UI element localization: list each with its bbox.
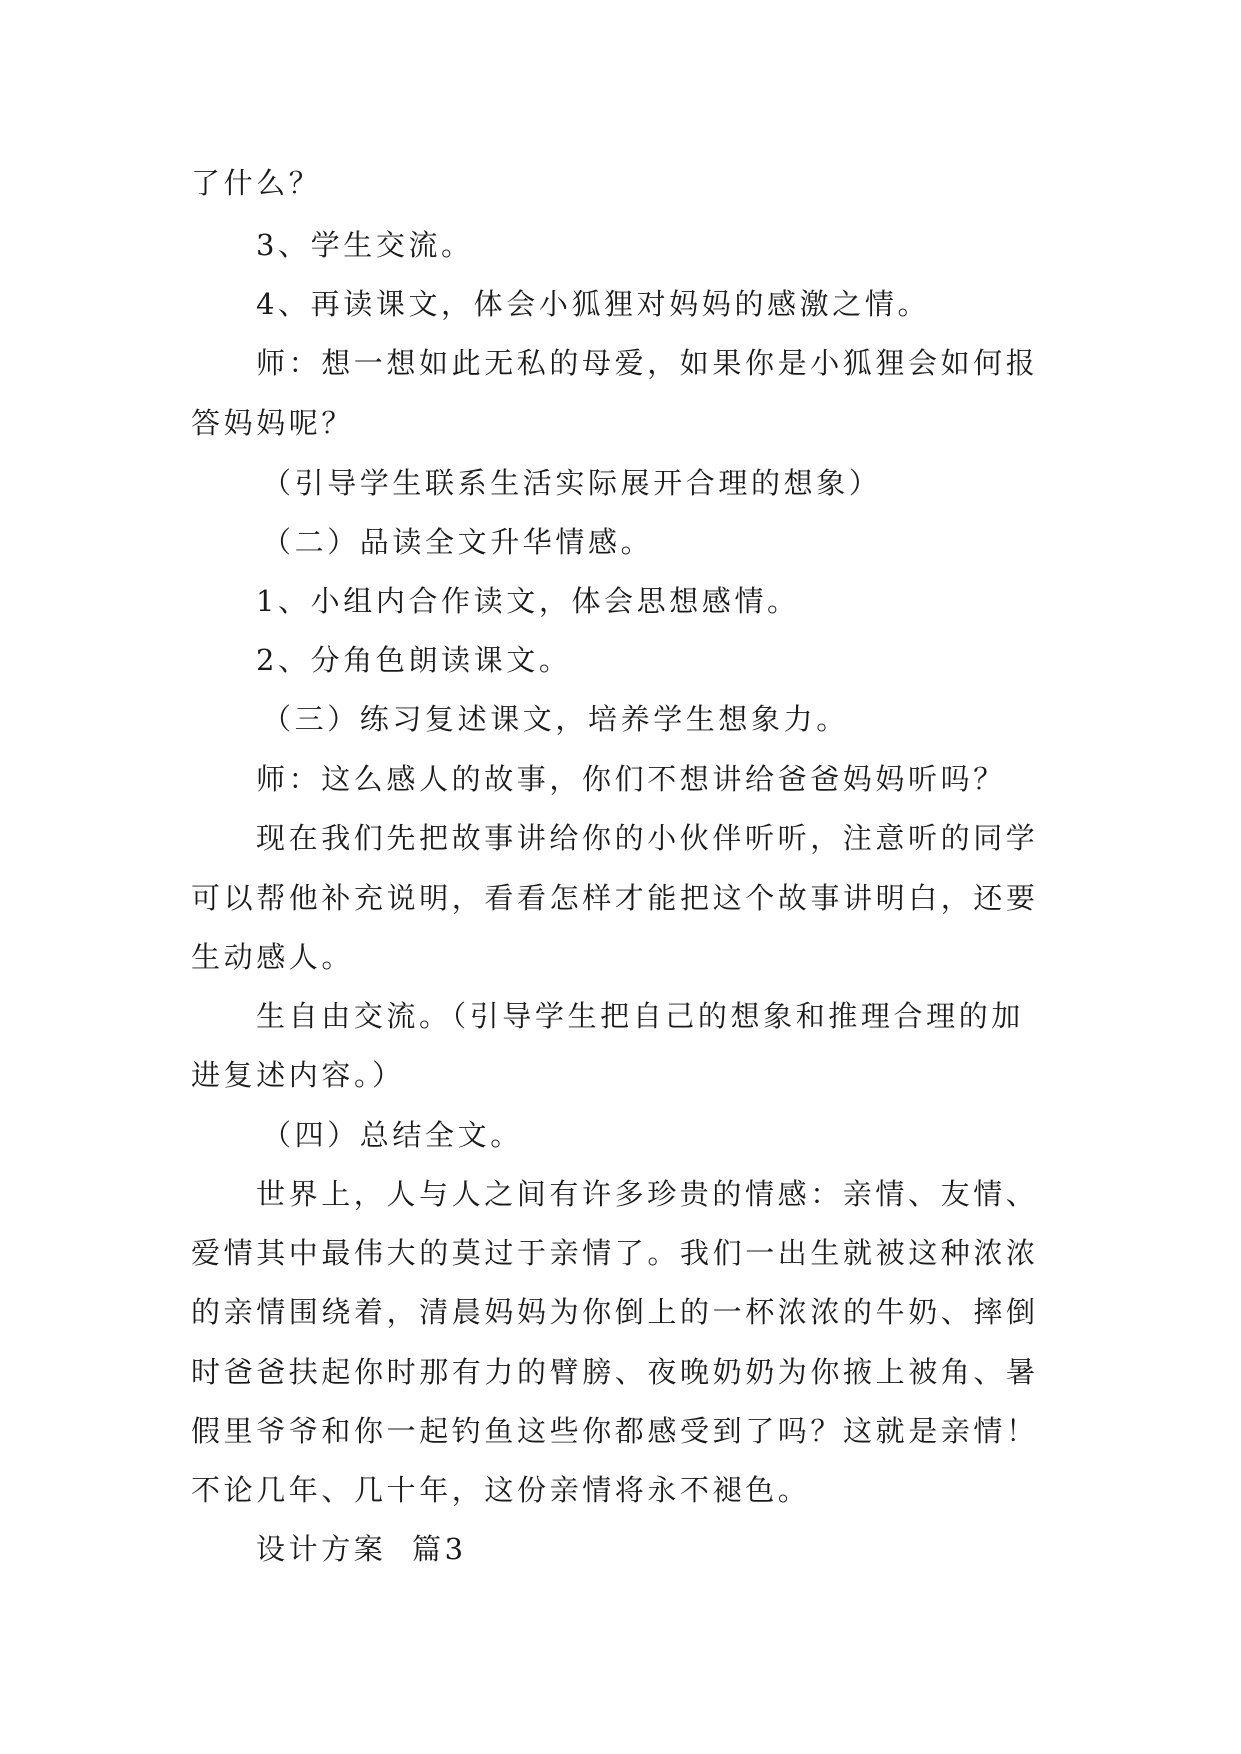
text-line-2: 3、学生交流。	[256, 228, 474, 262]
text-line-14: 生动感人。	[191, 940, 355, 974]
text-line-13: 可以帮他补充说明，看看怎样才能把这个故事讲明白，还要	[191, 881, 1039, 915]
text-line-17: （四）总结全文。	[262, 1118, 523, 1152]
text-line-21: 时爸爸扶起你时那有力的臂膀、夜晚奶奶为你掖上被角、暑	[191, 1355, 1039, 1389]
text-line-4: 师：想一想如此无私的母爱，如果你是小狐狸会如何报	[256, 346, 1039, 380]
text-line-15: 生自由交流。（引导学生把自己的想象和推理合理的加	[256, 999, 1024, 1033]
text-line-23: 不论几年、几十年，这份亲情将永不褪色。	[191, 1473, 811, 1507]
section-heading: 设计方案 篇3	[256, 1532, 467, 1566]
text-line-12: 现在我们先把故事讲给你的小伙伴听听，注意听的同学	[256, 821, 1039, 855]
text-line-8: 1、小组内合作读文，体会思想感情。	[256, 584, 800, 618]
text-line-19: 爱情其中最伟大的莫过于亲情了。我们一出生就被这种浓浓	[191, 1236, 1039, 1270]
text-line-5: 答妈妈呢？	[191, 406, 355, 440]
text-line-10: （三）练习复述课文，培养学生想象力。	[262, 702, 849, 736]
text-line-1: 了什么？	[191, 166, 322, 200]
text-line-6: （引导学生联系生活实际展开合理的想象）	[262, 466, 882, 500]
text-line-16: 进复述内容。）	[191, 1058, 405, 1092]
text-line-3: 4、再读课文，体会小狐狸对妈妈的感激之情。	[256, 287, 931, 321]
text-line-18: 世界上，人与人之间有许多珍贵的情感：亲情、友情、	[256, 1177, 1039, 1211]
text-line-20: 的亲情围绕着，清晨妈妈为你倒上的一杯浓浓的牛奶、摔倒	[191, 1295, 1039, 1329]
text-line-22: 假里爷爷和你一起钓鱼这些你都感受到了吗？这就是亲情！	[191, 1414, 1039, 1448]
text-line-11: 师：这么感人的故事，你们不想讲给爸爸妈妈听吗？	[256, 762, 1006, 796]
text-line-7: （二）品读全文升华情感。	[262, 525, 654, 559]
text-line-9: 2、分角色朗读课文。	[256, 643, 572, 677]
